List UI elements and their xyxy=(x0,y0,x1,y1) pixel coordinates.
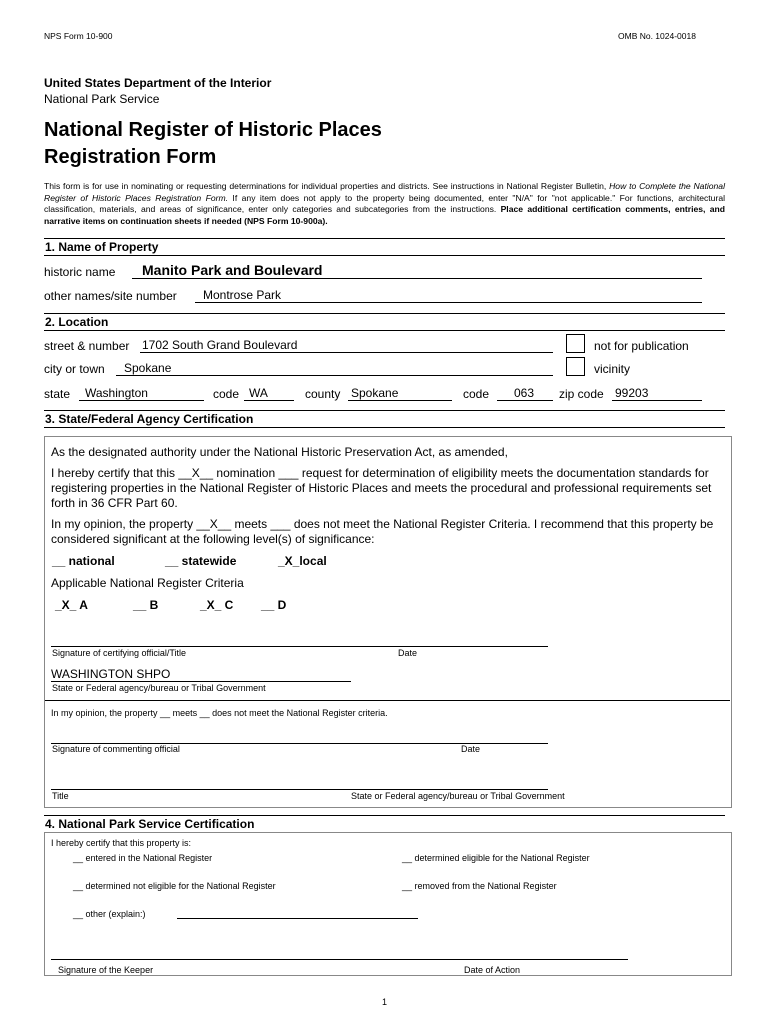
zip-value: 99203 xyxy=(615,386,649,400)
instructions-paragraph xyxy=(44,181,725,227)
street-value: 1702 South Grand Boulevard xyxy=(142,338,298,352)
keeper-signature-line[interactable] xyxy=(51,959,628,960)
certifying-signature-line[interactable] xyxy=(51,646,548,647)
agency-label: State or Federal agency/bureau or Tribal Government xyxy=(52,683,266,693)
historic-name-value: Manito Park and Boulevard xyxy=(142,262,323,278)
vicinity-checkbox[interactable] xyxy=(566,357,585,376)
instructions-text-1: This form is for use in nominating or requesting determinations for individual properties and districts. See instructions in National Register Bulletin, xyxy=(44,181,610,191)
certifying-signature-label: Signature of certifying official/Title xyxy=(52,648,187,658)
historic-name-label: historic name xyxy=(44,265,116,279)
level-national[interactable]: __ national xyxy=(52,554,115,568)
state-code-label: code xyxy=(213,387,240,401)
agency2-label: State or Federal agency/bureau or Tribal Government xyxy=(351,791,565,801)
commenting-signature-label: Signature of commenting official xyxy=(52,744,180,754)
criterion-c[interactable]: _X_ C xyxy=(200,598,234,612)
vicinity-label: vicinity xyxy=(594,362,631,376)
section3-heading: 3. State/Federal Agency Certification xyxy=(44,410,725,428)
zip-label: zip code xyxy=(559,387,604,401)
option-not-eligible[interactable]: __ determined not eligible for the National Register xyxy=(73,881,276,891)
state-value: Washington xyxy=(85,386,148,400)
form-title-line2: Registration Form xyxy=(44,146,217,168)
title-line[interactable] xyxy=(51,789,548,790)
street-label: street & number xyxy=(44,339,130,353)
level-statewide[interactable]: __ statewide xyxy=(165,554,237,568)
action-date-label: Date of Action xyxy=(464,965,521,975)
city-value: Spokane xyxy=(124,361,172,375)
other-names-value: Montrose Park xyxy=(203,288,282,302)
instructions-text-2: If any item does not apply to the property being documented, enter "N/A" for "not applicable." For functions, architectural classification, materials, and areas of significance, enter only categories and subcategories from the instructions. xyxy=(44,192,726,214)
agency-value: WASHINGTON SHPO xyxy=(51,667,171,681)
historic-name-field[interactable] xyxy=(132,262,702,279)
level-local[interactable]: _X_local xyxy=(278,554,327,568)
page-number: 1 xyxy=(382,997,388,1007)
criterion-b[interactable]: __ B xyxy=(133,598,159,612)
criterion-a[interactable]: _X_ A xyxy=(55,598,88,612)
other-names-field[interactable] xyxy=(195,288,702,303)
option-determined-eligible[interactable]: __ determined eligible for the National Register xyxy=(402,853,590,863)
authority-statement: As the designated authority under the National Historic Preservation Act, as amended, xyxy=(51,445,508,459)
county-code-value: 063 xyxy=(514,386,535,400)
nps-certify-intro: I hereby certify that this property is: xyxy=(51,838,192,848)
section4-heading: 4. National Park Service Certification xyxy=(44,815,725,833)
county-label: county xyxy=(305,387,341,401)
street-field[interactable] xyxy=(140,338,553,353)
criteria-label: Applicable National Register Criteria xyxy=(51,576,244,590)
option-removed[interactable]: __ removed from the National Register xyxy=(402,881,557,891)
state-code-value: WA xyxy=(249,386,268,400)
county-code-field[interactable] xyxy=(497,386,553,401)
opinion-paragraph: In my opinion, the property __X__ meets ___ does not meet the National Register Criteria. I recommend that this property be considered significant at the following level(s) of significance: xyxy=(51,517,714,546)
keeper-signature-label: Signature of the Keeper xyxy=(58,965,154,975)
form-title-line1: National Register of Historic Places xyxy=(44,119,382,141)
not-for-publication-checkbox[interactable] xyxy=(566,334,585,353)
other-explain-line[interactable] xyxy=(177,918,418,919)
zip-field[interactable] xyxy=(612,386,702,401)
certify-paragraph: I hereby certify that this __X__ nomination ___ request for determination of eligibility meets the documentation standards for registering properties in the National Register of Historic Places and meets the procedural and professional requirements set forth in 36 CFR Part 60. xyxy=(51,466,712,510)
county-value: Spokane xyxy=(351,386,399,400)
option-entered[interactable]: __ entered in the National Register xyxy=(73,853,213,863)
commenting-opinion: In my opinion, the property __ meets __ does not meet the National Register criteria. xyxy=(51,708,388,718)
county-field[interactable] xyxy=(348,386,452,401)
state-code-field[interactable] xyxy=(244,386,294,401)
title-label: Title xyxy=(52,791,69,801)
section3-divider xyxy=(45,700,730,701)
city-field[interactable] xyxy=(116,361,553,376)
section1-heading: 1. Name of Property xyxy=(44,238,725,256)
section2-heading: 2. Location xyxy=(44,313,725,331)
county-code-label: code xyxy=(463,387,490,401)
service-name: National Park Service xyxy=(44,92,160,106)
certifying-date-label: Date xyxy=(398,648,418,658)
commenting-date-label: Date xyxy=(461,744,481,754)
criterion-d[interactable]: __ D xyxy=(261,598,287,612)
omb-number: OMB No. 1024-0018 xyxy=(618,31,696,41)
state-field[interactable] xyxy=(79,386,204,401)
department-name: United States Department of the Interior xyxy=(44,76,272,90)
city-label: city or town xyxy=(44,362,105,376)
instructions-italic: How to Complete the National Register of Historic Places Registration Form. xyxy=(44,181,725,203)
other-names-label: other names/site number xyxy=(44,289,177,303)
option-other[interactable]: __ other (explain:) xyxy=(73,909,146,919)
agency-line[interactable] xyxy=(51,681,351,682)
instructions-bold: Place additional certification comments, entries, and narrative items on continuation sheets if needed (NPS Form 10-900a). xyxy=(44,204,726,226)
form-number: NPS Form 10-900 xyxy=(44,31,113,41)
state-label: state xyxy=(44,387,71,401)
not-for-publication-label: not for publication xyxy=(594,339,689,353)
